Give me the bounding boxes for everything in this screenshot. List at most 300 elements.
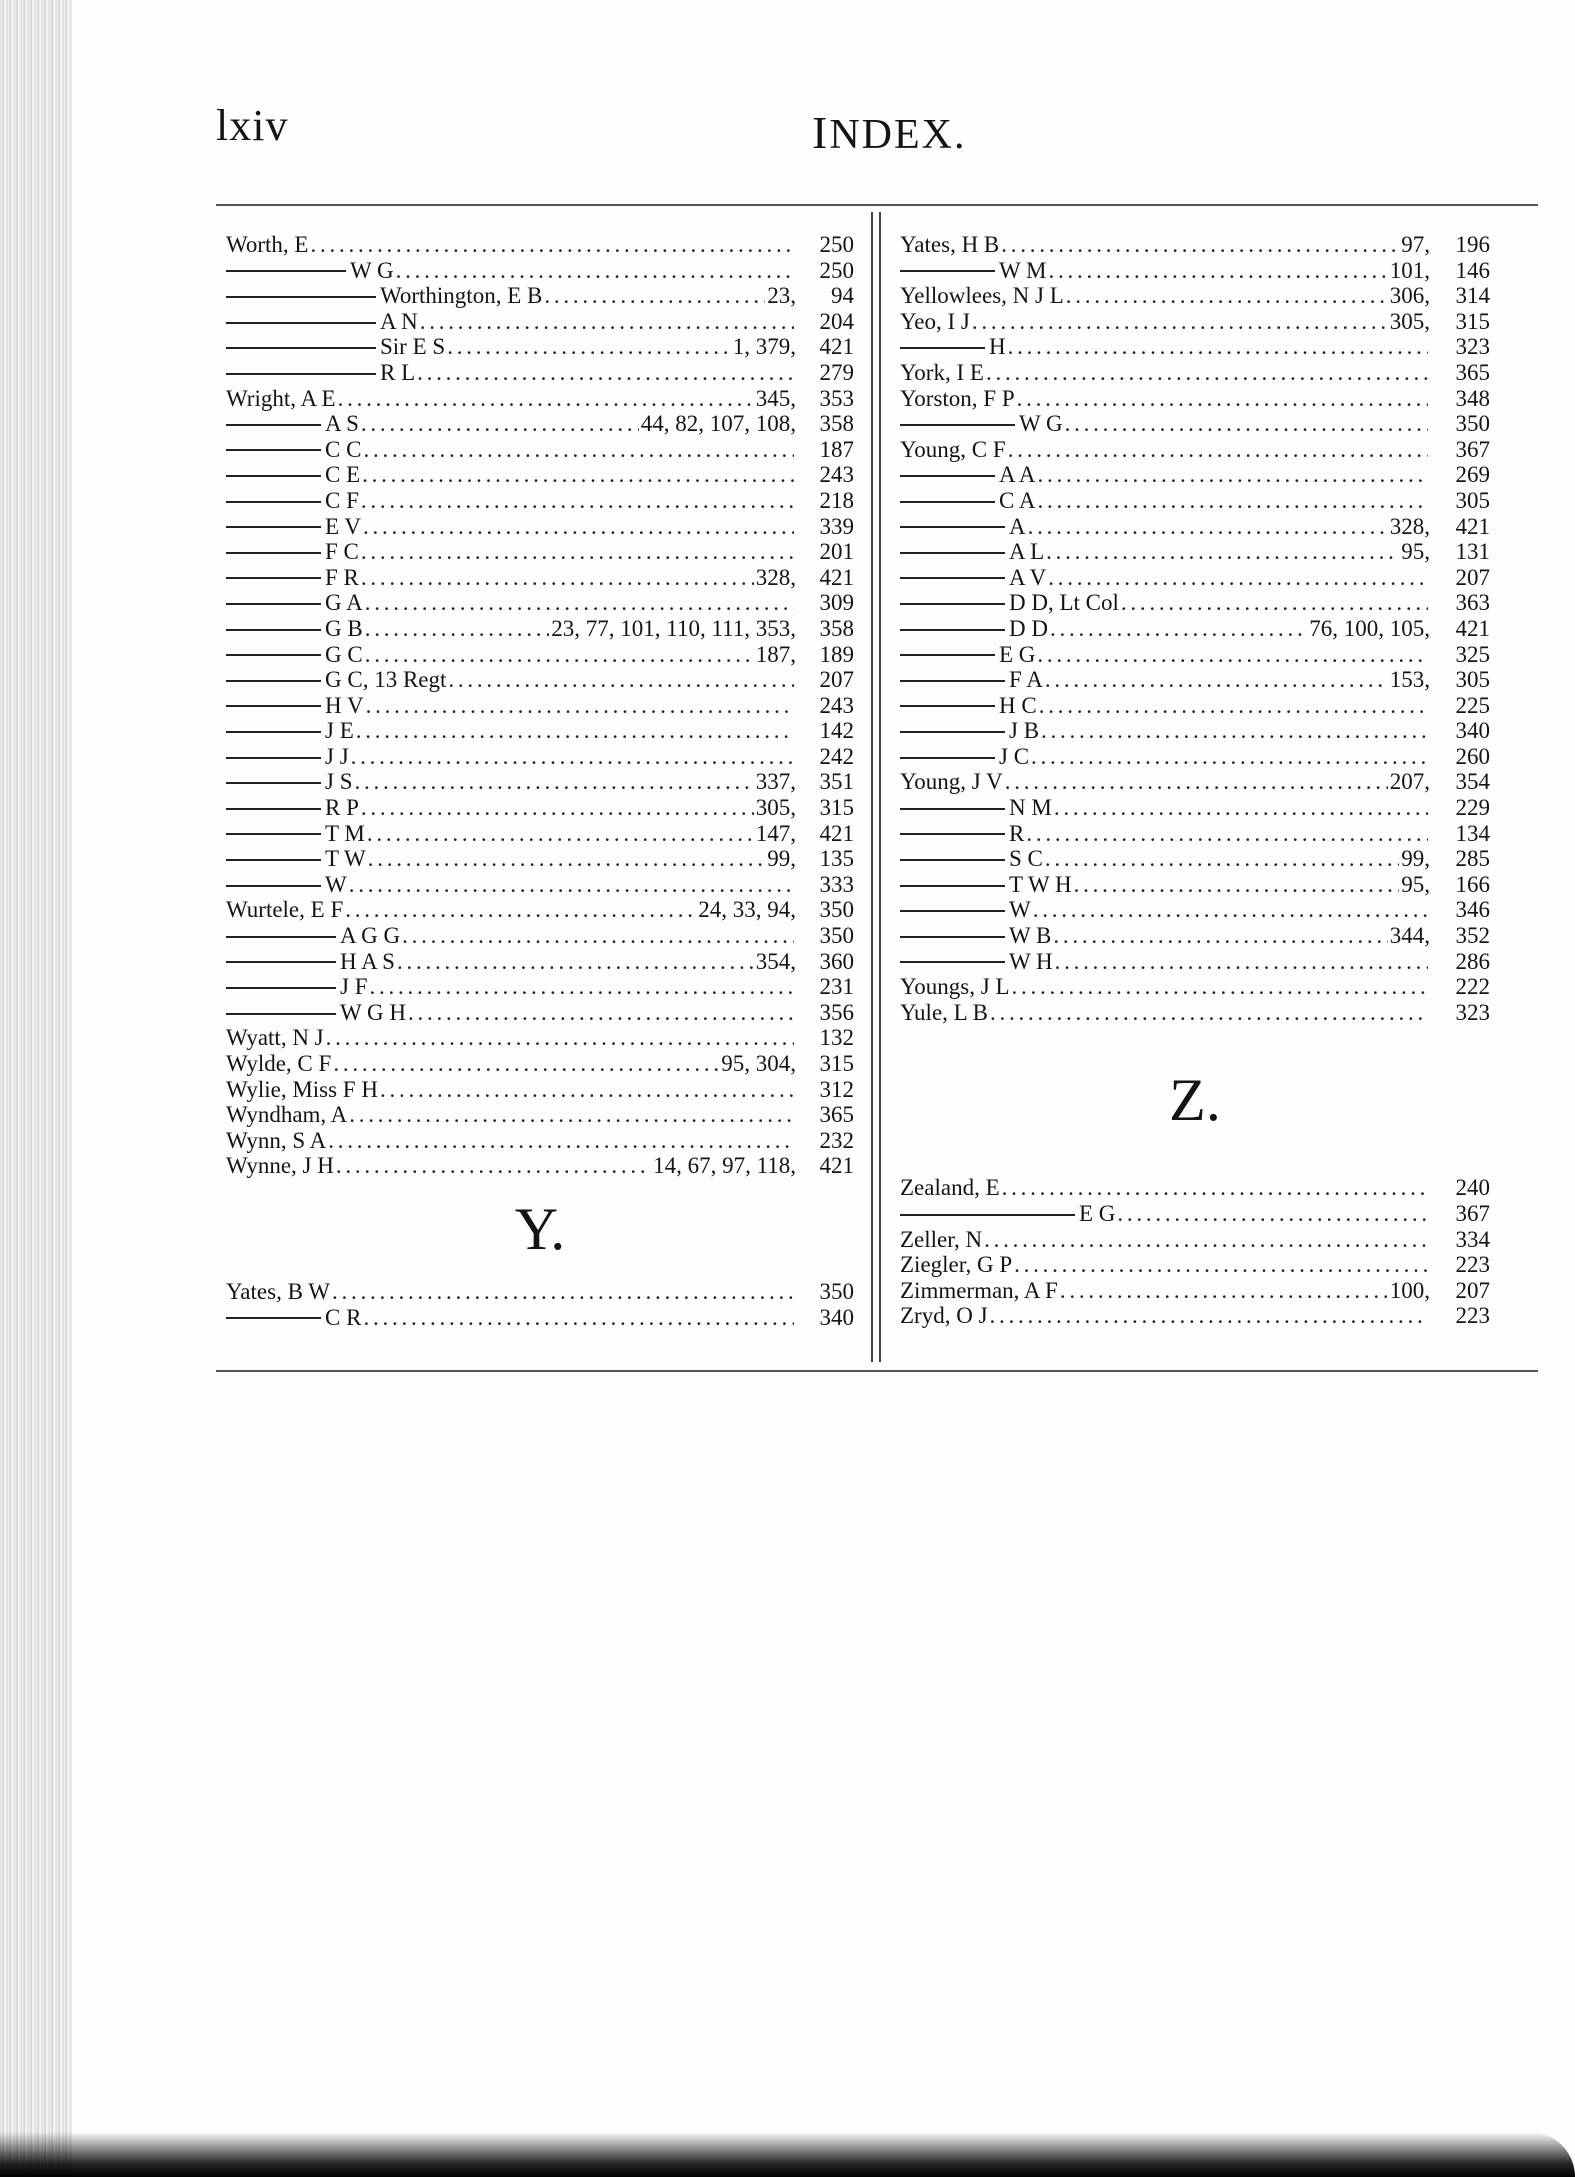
index-entry [226, 309, 854, 335]
entry-page: 421 [1455, 615, 1490, 641]
entry-page: 305 [1455, 487, 1490, 513]
entry-extra-refs: 95, [1401, 539, 1430, 565]
dot-leader [351, 744, 794, 770]
entry-page: 222 [1455, 974, 1490, 1000]
entry-page: 323 [1455, 334, 1490, 360]
entry-extra-refs: 24, 33, 94, [698, 897, 796, 923]
entry-page: 135 [819, 846, 854, 872]
page-binding-edge [0, 0, 72, 2177]
entry-name-text: W H [1009, 948, 1053, 974]
entry-name-text: R P [325, 795, 359, 821]
dot-leader [367, 821, 754, 847]
index-entry [226, 539, 854, 565]
entry-name [900, 667, 1043, 693]
entry-name-text: Wurtele, E F [226, 897, 344, 923]
dot-leader [345, 897, 696, 923]
ditto-dash [900, 757, 995, 759]
section-letter-z: Z. [1169, 1067, 1221, 1134]
entry-name [226, 334, 445, 360]
entry-name-text: J C [999, 743, 1030, 769]
entry-name [226, 667, 446, 693]
entry-name [226, 1077, 378, 1103]
entry-name-text: W [325, 871, 347, 897]
entry-name-text: Yule, L B [900, 999, 988, 1025]
title-rest: NDEX. [829, 112, 967, 158]
entry-name [900, 437, 1006, 463]
index-entry [900, 1000, 1490, 1026]
left-entries [226, 232, 854, 1179]
entry-name-text: C E [325, 462, 361, 488]
entry-extra-refs: 328, [1389, 513, 1430, 539]
entry-page: 134 [1455, 820, 1490, 846]
entry-page: 363 [1455, 590, 1490, 616]
entry-name-text: Wynne, J H [226, 1153, 334, 1179]
entry-page: 187 [819, 436, 854, 462]
ditto-dash [226, 808, 321, 810]
entry-extra-refs: 44, 82, 107, 108, [640, 411, 796, 437]
entry-name-text: C R [325, 1304, 362, 1330]
entry-name-text: T W H [1009, 871, 1072, 897]
entry-name-text: F C [325, 539, 359, 565]
entry-name [900, 616, 1048, 642]
entry-extra-refs: 306, [1389, 283, 1430, 309]
entry-name-text: J E [325, 718, 354, 744]
entry-name-text: A [1009, 513, 1026, 539]
entry-name-text: E G [1079, 1201, 1116, 1226]
entry-page: 365 [819, 1102, 854, 1128]
ditto-dash [900, 936, 1005, 938]
ditto-dash [226, 449, 321, 451]
index-entry [226, 565, 854, 591]
dot-leader [368, 846, 766, 872]
entry-name [900, 488, 1035, 514]
dot-leader [336, 1153, 651, 1179]
entry-name-text: Yates, H B [900, 232, 1000, 257]
entry-name-text: W G [1019, 411, 1063, 437]
entry-extra-refs: 76, 100, 105, [1309, 615, 1430, 641]
entry-page: 360 [819, 948, 854, 974]
entry-name [900, 360, 984, 386]
entry-name [226, 846, 366, 872]
entry-page: 312 [819, 1076, 854, 1102]
dot-leader [544, 283, 765, 309]
entry-page: 421 [819, 334, 854, 360]
entry-page: 351 [819, 769, 854, 795]
dot-leader [986, 360, 1428, 386]
index-entry [900, 846, 1490, 872]
entry-name-text: N M [1009, 795, 1052, 821]
ditto-dash [900, 961, 1005, 963]
dot-leader [990, 1000, 1428, 1026]
entry-name-text: Wynn, S A [226, 1127, 327, 1153]
dot-leader [1049, 258, 1388, 284]
entry-name-text: A V [1009, 564, 1047, 590]
entry-name [900, 744, 1029, 770]
dot-leader [1005, 769, 1388, 795]
entry-page: 243 [819, 692, 854, 718]
ditto-dash [226, 296, 376, 298]
dot-leader [1028, 514, 1388, 540]
entry-name [226, 693, 364, 719]
ditto-dash [900, 424, 1015, 426]
entry-name-text: T M [325, 820, 365, 846]
entry-name-text: F A [1009, 667, 1043, 693]
ditto-dash [226, 347, 376, 349]
entry-name [226, 1051, 331, 1077]
entry-name-text: G C, 13 Regt [325, 667, 447, 693]
left-entries-y [226, 1279, 854, 1330]
index-entry [226, 1279, 854, 1305]
index-entry [226, 718, 854, 744]
index-entry [900, 1303, 1490, 1329]
entry-extra-refs: 95, 304, [721, 1051, 796, 1076]
entry-name [226, 616, 363, 642]
entry-name [900, 334, 1006, 360]
entry-name [226, 718, 354, 744]
entry-extra-refs: 23, 77, 101, 110, 111, 353, [551, 615, 796, 641]
entry-name-text: Yates, B W [226, 1278, 330, 1304]
index-entry [226, 949, 854, 975]
index-entry [226, 360, 854, 386]
index-entry [900, 974, 1490, 1000]
entry-name [226, 642, 363, 668]
dot-leader [355, 769, 754, 795]
entry-name [900, 1278, 1058, 1304]
entry-name-text: W B [1009, 923, 1052, 949]
entry-page: 240 [1455, 1175, 1490, 1201]
entry-name [226, 590, 363, 616]
dot-leader [338, 386, 754, 412]
index-entry [226, 693, 854, 719]
dot-leader [448, 667, 794, 693]
index-entry [226, 667, 854, 693]
entry-name-text: C A [999, 487, 1036, 513]
index-entry [900, 1175, 1490, 1201]
entry-name-text: W G [350, 257, 394, 283]
entry-name-text: R [1009, 820, 1025, 846]
entry-name [900, 769, 1003, 795]
index-entry [900, 1252, 1490, 1278]
entry-extra-refs: 100, [1389, 1277, 1430, 1303]
entry-page: 250 [819, 232, 854, 257]
ditto-dash [226, 680, 321, 682]
index-entry [226, 616, 854, 642]
entry-page: 334 [1455, 1226, 1490, 1252]
index-entry [900, 334, 1490, 360]
right-entries-z [900, 1175, 1490, 1329]
index-entry [900, 744, 1490, 770]
entry-page: 218 [819, 487, 854, 513]
ditto-dash [900, 475, 995, 477]
entry-name-text: H A S [340, 948, 395, 974]
dot-leader [397, 949, 754, 975]
entry-name-text: R L [380, 359, 416, 385]
entry-name-text: Wylie, Miss F H [226, 1076, 378, 1102]
entry-extra-refs: 207, [1389, 769, 1430, 795]
dot-leader [361, 488, 794, 514]
ditto-dash [900, 654, 995, 656]
entry-name-text: A A [999, 462, 1036, 488]
index-entry [900, 1201, 1490, 1227]
dot-leader [1017, 386, 1428, 412]
entry-page: 350 [819, 1278, 854, 1304]
index-entry [226, 1153, 854, 1179]
entry-name [226, 283, 542, 309]
dot-leader [370, 974, 795, 1000]
entry-name [900, 590, 1119, 616]
entry-page: 309 [819, 590, 854, 616]
entry-name [226, 514, 361, 540]
entry-page: 350 [819, 897, 854, 923]
entry-name [226, 386, 336, 412]
index-entry [900, 1278, 1490, 1304]
entry-page: 421 [819, 820, 854, 846]
left-column [226, 232, 854, 1330]
dot-leader [972, 309, 1388, 335]
dot-leader [417, 360, 794, 386]
entry-page: 352 [1455, 923, 1490, 949]
entry-page: 269 [1455, 462, 1490, 488]
entry-name-text: Ziegler, G P [900, 1252, 1013, 1278]
dot-leader [361, 795, 754, 821]
index-entry [226, 974, 854, 1000]
entry-page: 421 [1455, 513, 1490, 539]
dot-leader [363, 1305, 794, 1331]
dot-leader [1008, 334, 1428, 360]
ditto-dash [900, 680, 1005, 682]
entry-page: 229 [1455, 795, 1490, 821]
index-entry [226, 1051, 854, 1077]
ditto-dash [226, 526, 321, 528]
entry-name-text: H V [325, 692, 364, 718]
entry-extra-refs: 14, 67, 97, 118, [653, 1153, 796, 1179]
entry-name [900, 693, 1037, 719]
dot-leader [1045, 667, 1388, 693]
entry-page: 250 [819, 257, 854, 283]
ditto-dash [900, 808, 1005, 810]
entry-name-text: A G G [340, 923, 401, 949]
dot-leader [356, 718, 794, 744]
ditto-dash [226, 424, 321, 426]
ditto-dash [900, 577, 1005, 579]
entry-extra-refs: 328, [755, 564, 796, 590]
entry-name [900, 949, 1053, 975]
ditto-dash [226, 936, 336, 938]
entry-name [226, 821, 365, 847]
entry-name [900, 283, 1064, 309]
entry-page: 365 [1455, 359, 1490, 385]
entry-name-text: Wyndham, A [226, 1102, 348, 1128]
index-entry [226, 897, 854, 923]
index-entry [900, 283, 1490, 309]
dot-leader [365, 616, 550, 642]
entry-name [900, 539, 1044, 565]
dot-leader [1050, 616, 1307, 642]
entry-page: 285 [1455, 846, 1490, 872]
entry-name [226, 795, 359, 821]
dot-leader [1012, 974, 1428, 1000]
page-number: lxiv [216, 101, 289, 150]
entry-name-text: D D [1009, 615, 1048, 641]
entry-page: 279 [819, 359, 854, 385]
entry-name [226, 565, 359, 591]
entry-name [226, 360, 415, 386]
entry-name-text: Youngs, J L [900, 974, 1010, 1000]
entry-name-text: C C [325, 436, 362, 462]
entry-page: 207 [1455, 564, 1490, 590]
index-entry [900, 462, 1490, 488]
entry-page: 305 [1455, 667, 1490, 693]
ditto-dash [226, 501, 321, 503]
entry-name [900, 1201, 1115, 1227]
index-entry [900, 769, 1490, 795]
entry-page: 367 [1455, 1201, 1490, 1226]
entry-name [226, 769, 353, 795]
entry-name [226, 1025, 324, 1051]
index-entry [900, 667, 1490, 693]
dot-leader [408, 1000, 794, 1026]
title-initial: I [812, 107, 830, 158]
dot-leader [1054, 795, 1428, 821]
entry-extra-refs: 337, [755, 769, 796, 795]
entry-name [900, 1252, 1012, 1278]
entry-name-text: W [1009, 897, 1031, 923]
index-entry [900, 411, 1490, 437]
entry-name-text: F R [325, 564, 359, 590]
dot-leader [396, 258, 794, 284]
entry-page: 358 [819, 615, 854, 641]
entry-name [900, 386, 1015, 412]
dot-leader [1066, 283, 1388, 309]
index-entry [900, 949, 1490, 975]
entry-name [226, 539, 359, 565]
entry-page: 196 [1455, 232, 1490, 257]
entry-name-text: D D, Lt Col [1009, 590, 1119, 616]
index-entry [226, 258, 854, 284]
dot-leader [362, 462, 794, 488]
entry-name [900, 923, 1051, 949]
dot-leader [380, 1077, 794, 1103]
dot-leader [1121, 590, 1428, 616]
entry-name-text: York, I E [900, 359, 984, 385]
index-entry [226, 514, 854, 540]
ditto-dash [226, 987, 336, 989]
entry-name-text: H [989, 334, 1006, 360]
entry-page: 340 [1455, 718, 1490, 744]
index-entry [226, 642, 854, 668]
ditto-dash [226, 757, 321, 759]
index-entry [900, 258, 1490, 284]
ditto-dash [900, 859, 1005, 861]
entry-name [900, 974, 1010, 1000]
entry-name-text: W M [999, 257, 1047, 283]
entry-name [226, 1102, 347, 1128]
entry-extra-refs: 99, [767, 846, 796, 872]
index-entry [900, 437, 1490, 463]
entry-name [900, 1303, 988, 1329]
top-rule [216, 204, 1538, 206]
ditto-dash [900, 833, 1005, 835]
entry-extra-refs: 305, [1389, 308, 1430, 334]
entry-extra-refs: 354, [755, 948, 796, 974]
entry-page: 231 [819, 974, 854, 1000]
entry-page: 204 [819, 308, 854, 334]
index-entry [900, 693, 1490, 719]
entry-name [900, 514, 1026, 540]
entry-name-text: Yorston, F P [900, 385, 1015, 411]
entry-name [900, 1000, 988, 1026]
entry-name [900, 872, 1072, 898]
index-entry [226, 437, 854, 463]
entry-page: 132 [819, 1025, 854, 1051]
dot-leader [365, 642, 754, 668]
dot-leader [361, 565, 754, 591]
dot-leader [1008, 437, 1428, 463]
index-entry [226, 744, 854, 770]
index-entry [226, 334, 854, 360]
entry-name [226, 488, 359, 514]
entry-page: 340 [819, 1304, 854, 1330]
dot-leader [1039, 693, 1428, 719]
entry-name-text: Young, J V [900, 769, 1003, 795]
entry-page: 421 [819, 1153, 854, 1179]
entry-page: 350 [819, 923, 854, 949]
index-entry [226, 488, 854, 514]
entry-name [226, 949, 395, 975]
entry-page: 286 [1455, 948, 1490, 974]
page-bottom-shadow [0, 2132, 1575, 2177]
dot-leader [1001, 232, 1399, 258]
entry-extra-refs: 305, [755, 795, 796, 821]
dot-leader [365, 590, 794, 616]
index-entry [226, 1102, 854, 1128]
index-entry [900, 923, 1490, 949]
entry-extra-refs: 101, [1389, 257, 1430, 283]
entry-page: 315 [819, 795, 854, 821]
entry-name-text: E G [999, 641, 1036, 667]
entry-name [226, 1128, 326, 1154]
index-entry [226, 1128, 854, 1154]
entry-name [226, 897, 343, 923]
entry-page: 315 [819, 1051, 854, 1076]
dot-leader [1002, 1175, 1428, 1201]
ditto-dash [226, 859, 321, 861]
entry-page: 201 [819, 539, 854, 565]
entry-page: 94 [831, 283, 854, 309]
entry-extra-refs: 99, [1401, 846, 1430, 872]
entry-name [226, 872, 347, 898]
index-entry [226, 411, 854, 437]
ditto-dash [900, 347, 985, 349]
ditto-dash [226, 1317, 321, 1319]
dot-leader [332, 1279, 794, 1305]
entry-name [900, 411, 1063, 437]
index-entry [900, 360, 1490, 386]
entry-name [226, 232, 308, 258]
dot-leader [363, 437, 794, 463]
dot-leader [326, 1025, 794, 1051]
dot-leader [1041, 718, 1428, 744]
dot-leader [990, 1303, 1428, 1329]
entry-name-text: Worth, E [226, 232, 309, 257]
entry-name-text: C F [325, 487, 359, 513]
entry-page: 346 [1455, 897, 1490, 923]
entry-name [226, 411, 359, 437]
index-entry [226, 923, 854, 949]
entry-name [226, 1279, 330, 1305]
dot-leader [366, 693, 794, 719]
entry-name-text: J S [325, 769, 353, 795]
